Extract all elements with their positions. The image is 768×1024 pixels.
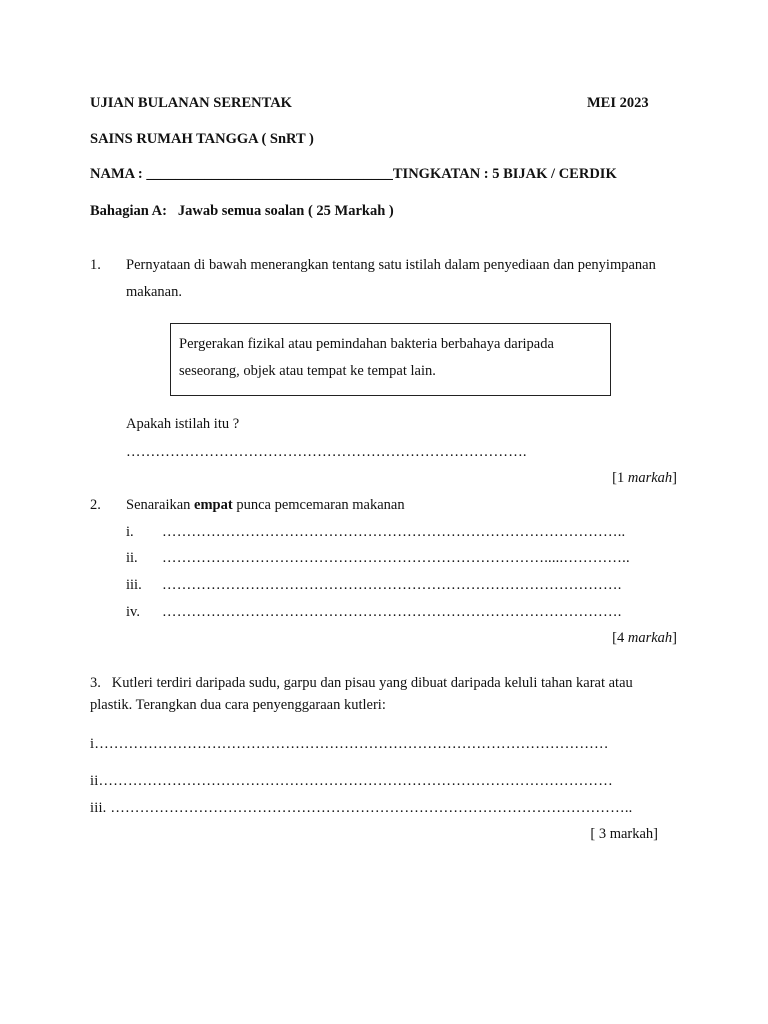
q1-text-line1: Pernyataan di bawah menerangkan tentang satu istilah dalam penyediaan dan penyimpanan bbox=[126, 257, 656, 273]
name-form-line bbox=[90, 166, 617, 183]
q2-item-line[interactable]: …………………………………………………………………………………. bbox=[162, 604, 622, 620]
q2-number: 2. bbox=[90, 497, 101, 513]
section-heading bbox=[90, 203, 394, 220]
q2-text bbox=[126, 497, 405, 514]
q1-text-line2: makanan. bbox=[126, 284, 182, 300]
q1-answer-line[interactable]: ………………………………………………………………………. bbox=[126, 444, 527, 460]
section-instruction: Jawab semua soalan ( 25 Markah ) bbox=[177, 203, 394, 219]
q1-marks bbox=[612, 470, 677, 487]
exam-date: MEI 2023 bbox=[587, 95, 649, 111]
section-label: Bahagian A: bbox=[90, 203, 167, 219]
q1-question: Apakah istilah itu ? bbox=[126, 416, 240, 432]
q2-item-label: iii. bbox=[126, 577, 142, 593]
q1-statement-box bbox=[170, 323, 611, 396]
q3-number: 3. bbox=[90, 675, 101, 691]
q2-item-line[interactable]: ………………………………………………………………………………….. bbox=[162, 524, 626, 540]
q3-answer-line[interactable]: iii. …………………………………………………………………………………………….. bbox=[90, 800, 633, 816]
q3-text-line1 bbox=[90, 675, 633, 692]
q3-text-line1-body: Kutleri terdiri daripada sudu, garpu dan pisau yang dibuat daripada keluli tahan karat atau bbox=[111, 675, 633, 691]
q2-marks-close: ] bbox=[672, 630, 677, 646]
name-label: NAMA : bbox=[90, 166, 147, 182]
q2-item-label: iv. bbox=[126, 604, 140, 620]
q3-answer-line[interactable]: i…………………………………………………………………………………………… bbox=[90, 736, 609, 752]
q2-marks-open: [4 bbox=[612, 630, 628, 646]
q2-item-line[interactable]: …………………………………………………………………………………. bbox=[162, 577, 622, 593]
q2-item-label: ii. bbox=[126, 550, 138, 566]
q1-marks-close: ] bbox=[672, 470, 677, 486]
form-label: TINGKATAN : 5 BIJAK / CERDIK bbox=[392, 166, 617, 182]
q2-text-pre: Senaraikan bbox=[126, 497, 195, 513]
q1-marks-word: markah bbox=[627, 470, 673, 486]
q2-text-post: punca pemcemaran makanan bbox=[232, 497, 405, 513]
q3-marks: [ 3 markah] bbox=[590, 826, 658, 842]
q3-text-line2: plastik. Terangkan dua cara penyenggaraan kutleri: bbox=[90, 697, 386, 713]
q1-box-line1: Pergerakan fizikal atau pemindahan bakteria berbahaya daripada bbox=[179, 336, 554, 352]
q2-marks bbox=[612, 630, 677, 647]
q2-text-bold: empat bbox=[194, 497, 233, 513]
q1-number: 1. bbox=[90, 257, 101, 273]
q1-box-line2: seseorang, objek atau tempat ke tempat lain. bbox=[179, 363, 436, 379]
q2-item-label: i. bbox=[126, 524, 134, 540]
q2-item-line[interactable]: …………………………………………………………………….....………….. bbox=[162, 550, 630, 566]
name-blank[interactable]: __________________________________ bbox=[146, 166, 393, 182]
subject-title: SAINS RUMAH TANGGA ( SnRT ) bbox=[90, 131, 314, 147]
exam-title: UJIAN BULANAN SERENTAK bbox=[90, 95, 292, 111]
q1-marks-open: [1 bbox=[612, 470, 628, 486]
q2-marks-word: markah bbox=[627, 630, 673, 646]
q3-answer-line[interactable]: ii…………………………………………………………………………………………… bbox=[90, 773, 613, 789]
